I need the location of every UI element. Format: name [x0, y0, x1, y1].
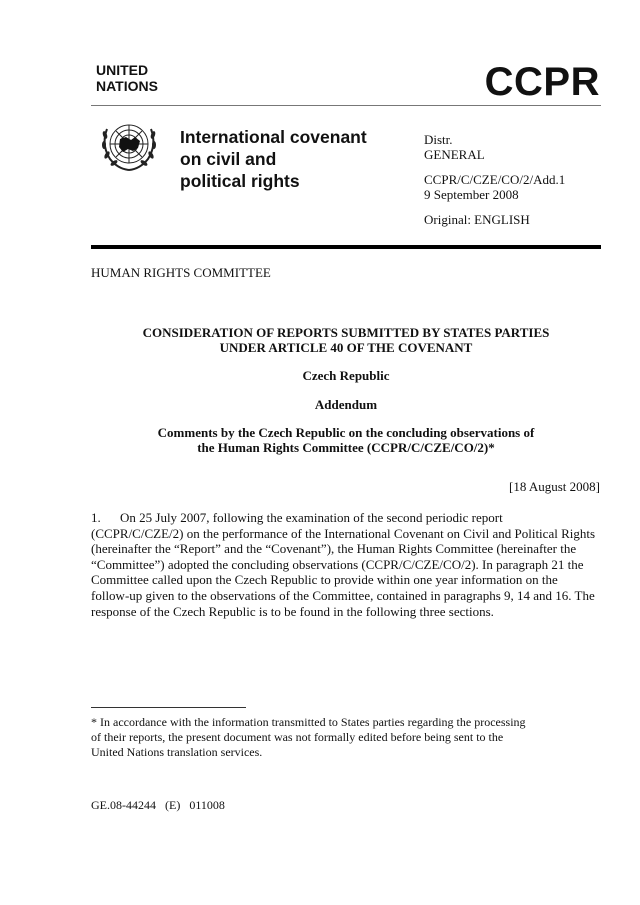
document-date: 9 September 2008: [424, 187, 519, 202]
distribution-label: Distr.: [424, 132, 453, 147]
country-name: Czech Republic: [302, 368, 390, 383]
organization-name: [96, 62, 158, 94]
submission-date: [18 August 2008]: [509, 479, 600, 494]
distribution-type: GENERAL: [424, 147, 485, 162]
heading-line: CONSIDERATION OF REPORTS SUBMITTED BY STATES PARTIES: [142, 325, 550, 340]
document-reference: GE.08-44244 (E) 011008: [91, 798, 225, 812]
paragraph-1: [91, 510, 603, 619]
document-subtitle: [91, 425, 601, 455]
heading-line: UNDER ARTICLE 40 OF THE COVENANT: [219, 340, 473, 355]
document-symbol: CCPR: [484, 60, 600, 104]
paragraph-line: “Committee”) adopted the concluding observations (CCPR/C/CZE/CO/2). In paragraph 21 the: [91, 556, 584, 572]
org-line-1: UNITED: [96, 62, 149, 78]
paragraph-number: 1.: [91, 510, 101, 525]
footnote: [91, 715, 601, 760]
footnote-line: * In accordance with the information transmitted to States parties regarding the processing: [91, 715, 526, 729]
footnote-line: United Nations translation services.: [91, 745, 263, 759]
paragraph-line: (hereinafter the “Report” and the “Covenant”), the Human Rights Committee (hereinafter the: [91, 541, 577, 557]
covenant-title-line: on civil and: [180, 149, 277, 169]
org-line-2: NATIONS: [96, 78, 158, 94]
paragraph-line: follow-up given to the observations of the Committee, contained in paragraphs 9, 14 and 16. The: [91, 587, 595, 603]
header-bottom-rule: [91, 245, 601, 249]
document-code: CCPR/C/CZE/CO/2/Add.1: [424, 172, 566, 187]
un-emblem-icon: [98, 115, 160, 177]
footnote-divider: [91, 707, 246, 708]
paragraph-line: response of the Czech Republic is to be found in the following three sections.: [91, 603, 494, 619]
subtitle-line: Comments by the Czech Republic on the concluding observations of: [157, 425, 535, 440]
paragraph-line: On 25 July 2007, following the examination of the second periodic report: [120, 510, 503, 525]
covenant-title: [180, 126, 367, 192]
committee-name: HUMAN RIGHTS COMMITTEE: [91, 265, 271, 280]
addendum-label: Addendum: [314, 397, 378, 412]
paragraph-line: (CCPR/C/CZE/2) on the performance of the International Covenant on Civil and Political Rights: [91, 525, 596, 541]
subtitle-line: the Human Rights Committee (CCPR/C/CZE/CO/2)*: [197, 440, 495, 455]
footnote-line: of their reports, the present document was not formally edited before being sent to the: [91, 730, 504, 744]
covenant-title-line: political rights: [180, 171, 300, 191]
covenant-title-line: International covenant: [180, 127, 367, 147]
paragraph-line: Committee called upon the Czech Republic to provide within one year information on the: [91, 572, 558, 588]
document-heading: [91, 325, 601, 355]
distribution-block: [424, 132, 565, 227]
original-language: Original: ENGLISH: [424, 212, 530, 227]
header-divider: [91, 105, 601, 106]
